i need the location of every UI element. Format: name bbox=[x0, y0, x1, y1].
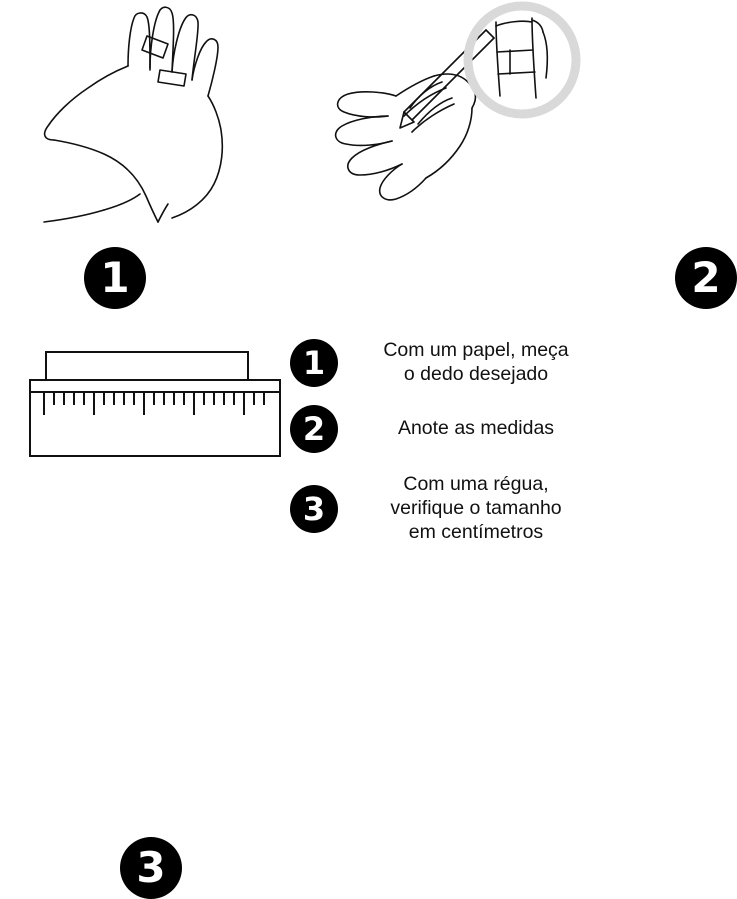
step-3-illustration-panel bbox=[0, 330, 300, 892]
legend-text-2 bbox=[352, 417, 600, 441]
legend-text-1-line-2: o dedo desejado bbox=[403, 363, 549, 385]
steps-legend bbox=[290, 335, 600, 595]
legend-text-3-line-2: verifique o tamanho bbox=[390, 496, 562, 519]
step-2-illustration-panel bbox=[300, 0, 721, 310]
legend-badge-2: 2 bbox=[290, 405, 338, 453]
ruler-icon bbox=[0, 330, 300, 520]
legend-badge-3: 3 bbox=[290, 485, 338, 533]
legend-text-3 bbox=[352, 473, 600, 544]
legend-badge-1: 1 bbox=[290, 339, 338, 387]
legend-text-3-line-3: em centímetros bbox=[408, 520, 544, 543]
step-1-badge: 1 bbox=[84, 247, 146, 309]
legend-text-3-line-1: Com uma régua, bbox=[403, 473, 549, 495]
legend-item-1 bbox=[290, 339, 600, 387]
step-1-illustration-panel bbox=[0, 0, 300, 310]
legend-text-1-line-1: Com um papel, meça bbox=[383, 339, 569, 362]
legend-text-1 bbox=[352, 339, 600, 387]
hand-with-paper-strip-icon bbox=[0, 0, 300, 250]
legend-text-2-line-1: Anote as medidas bbox=[397, 417, 555, 440]
step-2-badge: 2 bbox=[675, 247, 737, 309]
step-3-badge: 3 bbox=[120, 837, 182, 899]
legend-item-2 bbox=[290, 405, 600, 453]
hand-marking-paper-with-pen-icon bbox=[300, 0, 600, 250]
legend-item-3 bbox=[290, 473, 600, 544]
